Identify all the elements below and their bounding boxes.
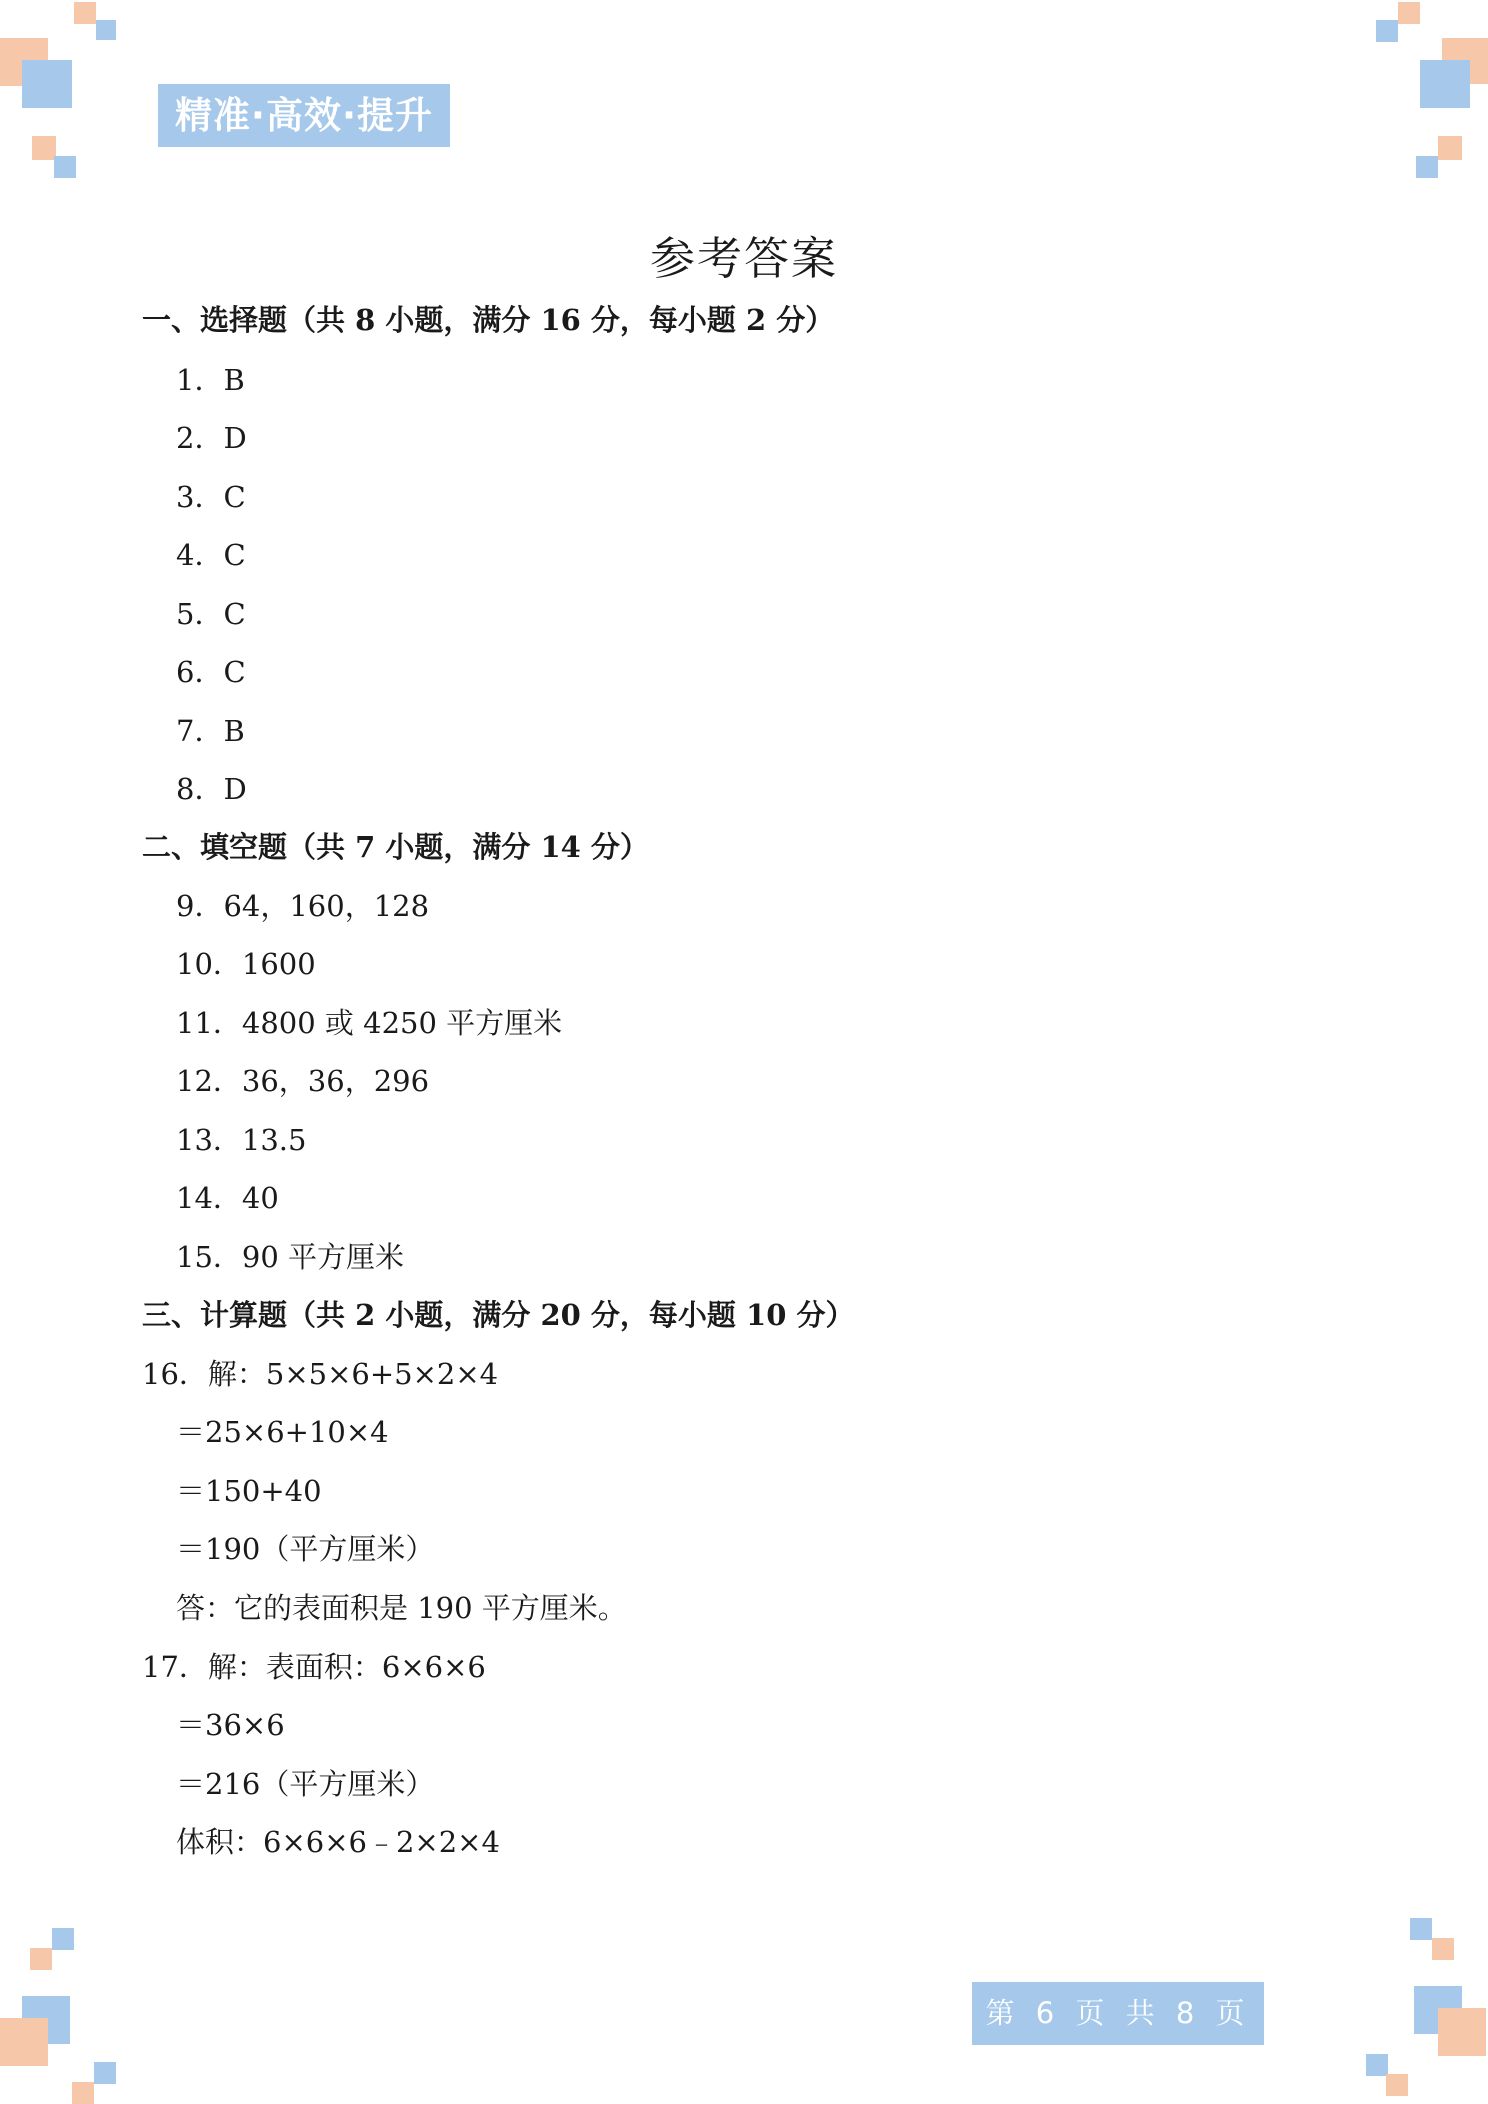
- solution-line: 答：它的表面积是 190 平方厘米。: [176, 1591, 627, 1625]
- page-title: 参考答案: [649, 232, 838, 285]
- answer-item: 6．C: [176, 655, 246, 689]
- answer-item: 7．B: [176, 714, 245, 748]
- answer-item: 2．D: [176, 421, 247, 455]
- page-number-badge: 第 6 页 共 8 页: [972, 1982, 1264, 2045]
- solution-line: 16．解：5×5×6+5×2×4: [142, 1357, 499, 1391]
- answer-item: 14．40: [176, 1181, 279, 1215]
- answer-item: 1．B: [176, 363, 245, 397]
- answer-item: 5．C: [176, 597, 246, 631]
- section-heading-fill-blank: 二、填空题（共 7 小题，满分 14 分）: [142, 830, 649, 864]
- solution-line: ＝36×6: [176, 1708, 285, 1742]
- answer-item: 13．13.5: [176, 1123, 307, 1157]
- answer-item: 9．64，160，128: [176, 889, 430, 923]
- answer-item: 8．D: [176, 772, 247, 806]
- answer-item: 11．4800 或 4250 平方厘米: [176, 1006, 563, 1040]
- solution-line: 体积：6×6×6﹣2×2×4: [176, 1825, 500, 1859]
- section-heading-choice: 一、选择题（共 8 小题，满分 16 分，每小题 2 分）: [142, 303, 835, 337]
- answer-item: 10．1600: [176, 947, 316, 981]
- solution-line: ＝216（平方厘米）: [176, 1767, 435, 1801]
- answer-item: 12．36，36，296: [176, 1064, 430, 1098]
- solution-line: ＝150+40: [176, 1474, 322, 1508]
- brand-banner: 精准·高效·提升: [158, 84, 450, 147]
- solution-line: ＝25×6+10×4: [176, 1415, 389, 1449]
- solution-line: ＝190（平方厘米）: [176, 1532, 435, 1566]
- answer-item: 4．C: [176, 538, 246, 572]
- answer-item: 3．C: [176, 480, 246, 514]
- solution-line: 17．解：表面积：6×6×6: [142, 1650, 486, 1684]
- answer-item: 15．90 平方厘米: [176, 1240, 405, 1274]
- section-heading-calculation: 三、计算题（共 2 小题，满分 20 分，每小题 10 分）: [142, 1298, 855, 1332]
